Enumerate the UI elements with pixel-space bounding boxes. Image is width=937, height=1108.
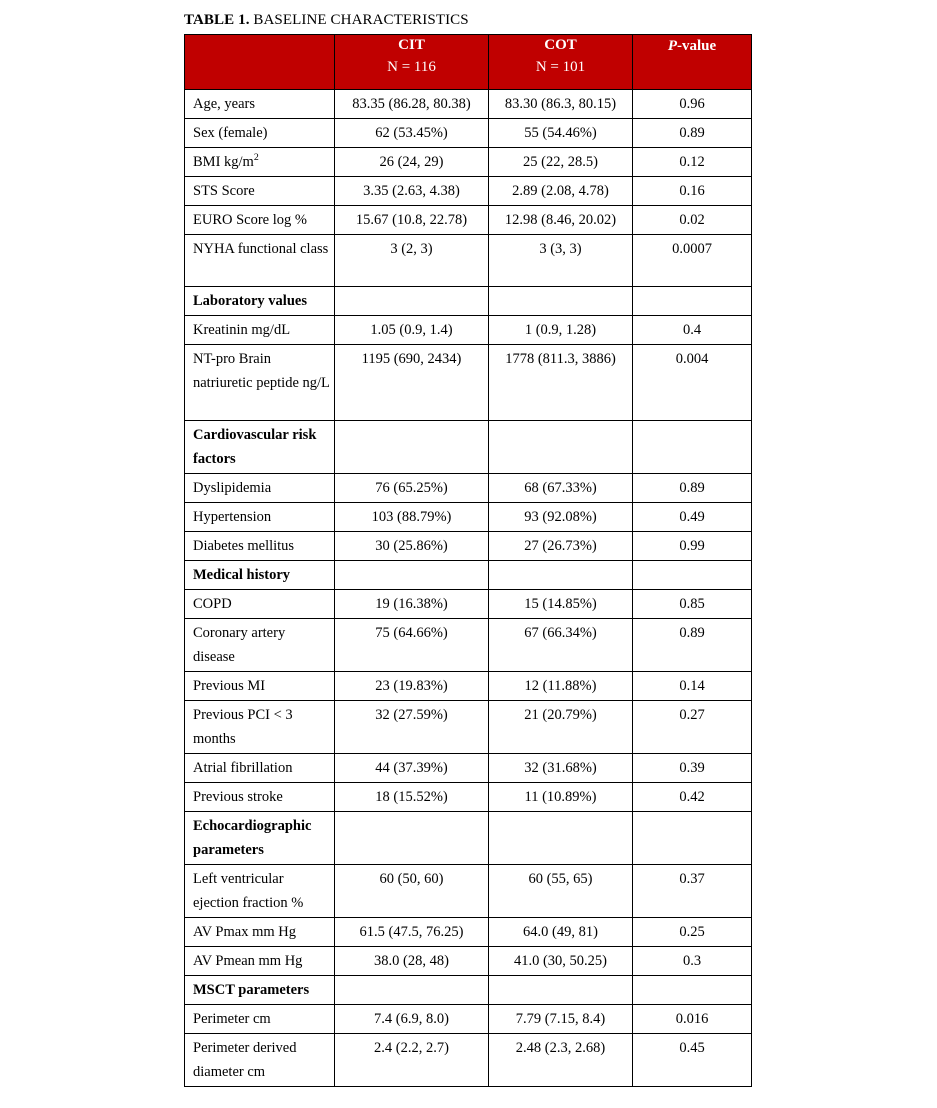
cell-p-value: 0.14: [633, 672, 752, 701]
cell-cit: [335, 287, 489, 316]
row-label: Diabetes mellitus: [185, 532, 335, 561]
table-row: [185, 532, 752, 561]
cell-p-value: [633, 421, 752, 474]
cell-p-value: 0.16: [633, 177, 752, 206]
column-header-p-value-label: P-value: [667, 38, 717, 54]
table-row: [185, 1005, 752, 1034]
row-label: Coronary artery disease: [185, 619, 335, 672]
cell-p-value: 0.45: [633, 1034, 752, 1087]
cell-cot: 64.0 (49, 81): [489, 918, 633, 947]
cell-cot: 68 (67.33%): [489, 474, 633, 503]
row-label: Atrial fibrillation: [185, 754, 335, 783]
table-header-row: [185, 35, 752, 90]
cell-cit: 38.0 (28, 48): [335, 947, 489, 976]
row-label: Left ventricular ejection fraction %: [185, 865, 335, 918]
cell-cot: 2.89 (2.08, 4.78): [489, 177, 633, 206]
cell-p-value: 0.25: [633, 918, 752, 947]
table-row: [185, 177, 752, 206]
cell-cot: 93 (92.08%): [489, 503, 633, 532]
row-label: STS Score: [185, 177, 335, 206]
table-section-row: [185, 287, 752, 316]
column-header-characteristic: [185, 35, 335, 90]
row-label: Cardiovascular risk factors: [185, 421, 335, 474]
cell-cit: 44 (37.39%): [335, 754, 489, 783]
cell-cit: 1195 (690, 2434): [335, 345, 489, 421]
cell-p-value: 0.89: [633, 619, 752, 672]
table-caption-text: BASELINE CHARACTERISTICS: [249, 12, 469, 28]
table-row: [185, 918, 752, 947]
table-section-row: [185, 421, 752, 474]
column-header-p-value: [633, 35, 752, 90]
row-label: Hypertension: [185, 503, 335, 532]
table-section-row: [185, 976, 752, 1005]
cell-cot: 83.30 (86.3, 80.15): [489, 90, 633, 119]
cell-p-value: 0.02: [633, 206, 752, 235]
table-row: [185, 316, 752, 345]
table-row: [185, 754, 752, 783]
table-header: [185, 35, 752, 90]
table-row: [185, 619, 752, 672]
cell-cot: [489, 561, 633, 590]
cell-cit: [335, 812, 489, 865]
table-caption-label: TABLE 1.: [184, 12, 250, 28]
table-row: [185, 701, 752, 754]
cell-p-value: 0.89: [633, 474, 752, 503]
cell-cit: 103 (88.79%): [335, 503, 489, 532]
table-row: [185, 90, 752, 119]
cell-cot: 1 (0.9, 1.28): [489, 316, 633, 345]
cell-cit: [335, 561, 489, 590]
cell-p-value: 0.39: [633, 754, 752, 783]
row-label: Perimeter derived diameter cm: [185, 1034, 335, 1087]
table-row: [185, 783, 752, 812]
cell-cot: 67 (66.34%): [489, 619, 633, 672]
cell-cot: 60 (55, 65): [489, 865, 633, 918]
cell-cot: 41.0 (30, 50.25): [489, 947, 633, 976]
cell-cot: 27 (26.73%): [489, 532, 633, 561]
table-row: [185, 148, 752, 177]
cell-cot: 1778 (811.3, 3886): [489, 345, 633, 421]
row-label: AV Pmax mm Hg: [185, 918, 335, 947]
column-header-cit-n: N = 116: [387, 59, 436, 75]
cell-p-value: 0.016: [633, 1005, 752, 1034]
row-label: Perimeter cm: [185, 1005, 335, 1034]
cell-p-value: [633, 561, 752, 590]
cell-p-value: [633, 812, 752, 865]
cell-cot: 25 (22, 28.5): [489, 148, 633, 177]
cell-cot: 12 (11.88%): [489, 672, 633, 701]
cell-cit: 62 (53.45%): [335, 119, 489, 148]
cell-cot: 2.48 (2.3, 2.68): [489, 1034, 633, 1087]
row-label: Echocardiographic parameters: [185, 812, 335, 865]
cell-cot: [489, 976, 633, 1005]
cell-cit: 1.05 (0.9, 1.4): [335, 316, 489, 345]
row-label: COPD: [185, 590, 335, 619]
cell-p-value: 0.89: [633, 119, 752, 148]
cell-cit: 32 (27.59%): [335, 701, 489, 754]
cell-cit: 7.4 (6.9, 8.0): [335, 1005, 489, 1034]
table-row: [185, 947, 752, 976]
table-row: [185, 1034, 752, 1087]
row-label: Laboratory values: [185, 287, 335, 316]
cell-cit: [335, 976, 489, 1005]
cell-cit: 18 (15.52%): [335, 783, 489, 812]
cell-cot: 21 (20.79%): [489, 701, 633, 754]
row-label: Previous MI: [185, 672, 335, 701]
table-row: [185, 474, 752, 503]
table-row: [185, 590, 752, 619]
cell-cit: 3.35 (2.63, 4.38): [335, 177, 489, 206]
cell-cit: 26 (24, 29): [335, 148, 489, 177]
row-label: NYHA functional class: [185, 235, 335, 287]
row-label: Medical history: [185, 561, 335, 590]
column-header-cot-n: N = 101: [535, 59, 586, 75]
cell-p-value: 0.99: [633, 532, 752, 561]
cell-p-value: 0.004: [633, 345, 752, 421]
cell-cot: 55 (54.46%): [489, 119, 633, 148]
row-label: Kreatinin mg/dL: [185, 316, 335, 345]
cell-cot: 15 (14.85%): [489, 590, 633, 619]
column-header-cot-label: COT: [544, 37, 577, 53]
cell-p-value: [633, 287, 752, 316]
cell-cot: 11 (10.89%): [489, 783, 633, 812]
cell-p-value: 0.27: [633, 701, 752, 754]
table-row: [185, 345, 752, 421]
cell-cot: 32 (31.68%): [489, 754, 633, 783]
cell-p-value: 0.37: [633, 865, 752, 918]
row-label: AV Pmean mm Hg: [185, 947, 335, 976]
column-header-cot: [489, 35, 633, 90]
cell-p-value: [633, 976, 752, 1005]
cell-cot: [489, 812, 633, 865]
cell-p-value: 0.0007: [633, 235, 752, 287]
cell-cot: 3 (3, 3): [489, 235, 633, 287]
table-row: [185, 206, 752, 235]
cell-p-value: 0.3: [633, 947, 752, 976]
cell-cit: 61.5 (47.5, 76.25): [335, 918, 489, 947]
cell-cit: 2.4 (2.2, 2.7): [335, 1034, 489, 1087]
table-row: [185, 865, 752, 918]
cell-cit: 3 (2, 3): [335, 235, 489, 287]
table-section-row: [185, 561, 752, 590]
cell-cit: 30 (25.86%): [335, 532, 489, 561]
cell-cot: 12.98 (8.46, 20.02): [489, 206, 633, 235]
table-row: [185, 672, 752, 701]
cell-cot: [489, 287, 633, 316]
baseline-characteristics-table: [184, 34, 752, 1087]
cell-cit: 15.67 (10.8, 22.78): [335, 206, 489, 235]
cell-p-value: 0.42: [633, 783, 752, 812]
row-label: Dyslipidemia: [185, 474, 335, 503]
cell-cit: 23 (19.83%): [335, 672, 489, 701]
column-header-cit-label: CIT: [398, 37, 425, 53]
cell-cot: 7.79 (7.15, 8.4): [489, 1005, 633, 1034]
cell-cit: 60 (50, 60): [335, 865, 489, 918]
row-label: BMI $kg/m^2$: [185, 148, 335, 177]
row-label: Age, years: [185, 90, 335, 119]
baseline-characteristics-table-wrapper: [184, 34, 751, 1087]
cell-p-value: 0.49: [633, 503, 752, 532]
table-body: [185, 90, 752, 1087]
row-label: MSCT parameters: [185, 976, 335, 1005]
cell-p-value: 0.85: [633, 590, 752, 619]
row-label: Previous stroke: [185, 783, 335, 812]
cell-cit: 75 (64.66%): [335, 619, 489, 672]
cell-p-value: 0.12: [633, 148, 752, 177]
cell-cot: [489, 421, 633, 474]
cell-p-value: 0.4: [633, 316, 752, 345]
cell-cit: 19 (16.38%): [335, 590, 489, 619]
table-row: [185, 235, 752, 287]
row-label: Sex (female): [185, 119, 335, 148]
table-row: [185, 119, 752, 148]
table-caption: [184, 11, 469, 29]
cell-cit: [335, 421, 489, 474]
cell-p-value: 0.96: [633, 90, 752, 119]
table-row: [185, 503, 752, 532]
cell-cit: 83.35 (86.28, 80.38): [335, 90, 489, 119]
table-section-row: [185, 812, 752, 865]
row-label: NT-pro Brain natriuretic peptide ng/L: [185, 345, 335, 421]
cell-cit: 76 (65.25%): [335, 474, 489, 503]
column-header-cit: [335, 35, 489, 90]
row-label: EURO Score log %: [185, 206, 335, 235]
row-label: Previous PCI < 3 months: [185, 701, 335, 754]
